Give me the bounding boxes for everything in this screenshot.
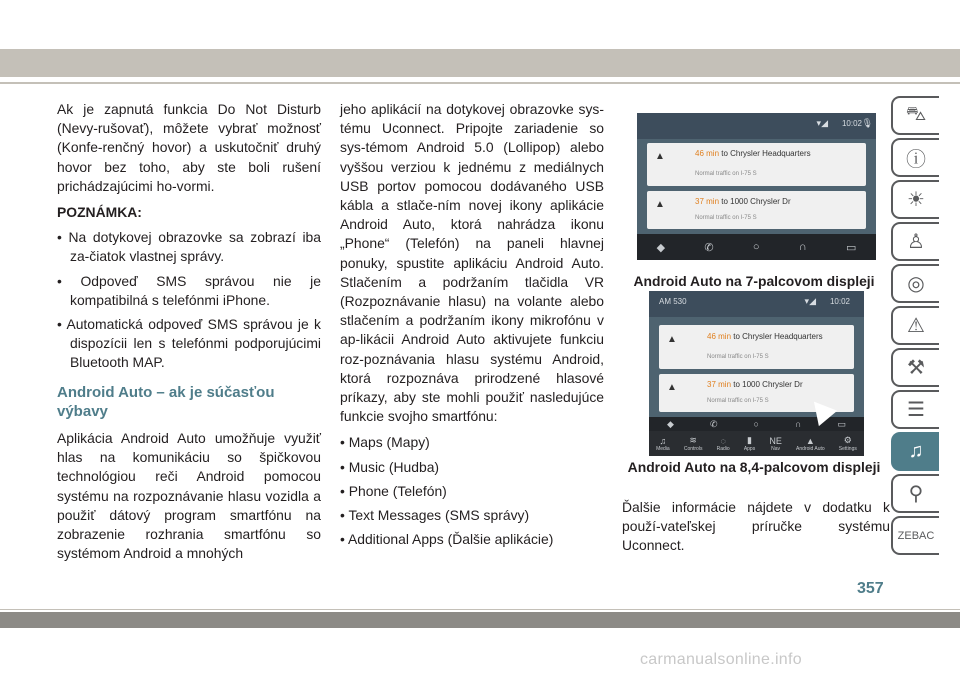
column-middle (340, 100, 604, 554)
headphones-icon: ∩ (798, 241, 807, 253)
signal-icon: ▾◢ (804, 296, 816, 306)
navigation-arrow-icon: ▲ (655, 199, 665, 210)
column-left (57, 100, 321, 570)
menu-apps: ▮ Apps (743, 435, 756, 452)
safety-icon[interactable]: ♙ (891, 222, 939, 261)
page-number: 357 (857, 580, 884, 597)
steering-wheel-icon[interactable]: ◎ (891, 264, 939, 303)
feature-item: • Additional Apps (Ďalšie aplikácie) (340, 531, 554, 548)
header-band (0, 49, 960, 77)
route-card (659, 325, 854, 369)
route-card (647, 143, 866, 186)
car-service-icon[interactable]: ⚒ (891, 348, 939, 387)
phone-icon: ✆ (709, 418, 718, 429)
settings-icon: ⚙ (843, 435, 852, 445)
menu-nav: NE Nav (769, 435, 782, 452)
radio-station: AM 530 (659, 297, 687, 306)
screen-background (649, 317, 864, 417)
figure-caption: Android Auto na 7-palcovom displeji (633, 273, 875, 289)
android-auto-8inch-screenshot (649, 291, 864, 456)
traffic-note: Normal traffic on I-75 S (695, 171, 757, 177)
menu-radio: ◌ Radio (716, 435, 730, 452)
note-title: POZNÁMKA: (57, 204, 142, 221)
chapter-tabs (891, 96, 941, 558)
note-bullet: • Odpoveď SMS správou nie je kompatibilná s telefónmi iPhone. (57, 272, 321, 308)
feature-item: • Maps (Mapy) (340, 434, 430, 451)
home-icon: ○ (752, 241, 760, 253)
microphone-icon: 🎙 (861, 118, 873, 128)
route-eta: 46 min to Chrysler Headquarters (695, 149, 811, 158)
screen-background (637, 139, 876, 234)
route-eta: 37 min to 1000 Chrysler Dr (707, 380, 803, 389)
route-card (647, 191, 866, 229)
section-heading: Android Auto – ak je súčasťou výbavy (57, 383, 275, 420)
menu-media: ♫ Media (656, 435, 670, 452)
android-nav-bar (637, 234, 876, 260)
multimedia-icon[interactable]: ♫ (891, 432, 939, 471)
figure-caption: Android Auto na 8,4-palcovom displeji (627, 459, 881, 475)
uconnect-menu-bar (649, 431, 864, 456)
android-auto-continued-paragraph: jeho aplikácií na dotykovej obrazovke sys-tému Uconnect. Pripojte zariadenie so sys-témom Android 5.0 (Lollipop) alebo vyššou verziou k jednému z mediálnych USB portov pomocou dodávaného USB kábla a stlače-ním novej ikony aplikácie Android Auto, ktorá nahrádza ikonu „Phone“ (Telefón) na paneli hlavnej ponuky, spustite aplikáciu Android Auto. Stlačením a podržaním tlačidla VR (Rozpoznávanie hlasu) na volante alebo stlačením a podržaním ikony mikrofónu v ap-likácii Android Auto aktivujete funkciu roz-poznávania hlasu systému Android, ktorá rozpoznáva prirodzené hlasové príkazy, aby ste mohli použiť nasledujúce funkcie svojho smartfónu: (340, 101, 604, 425)
feature-item: • Phone (Telefón) (340, 482, 447, 499)
note-bullet: • Automatická odpoveď SMS správou je k dispozícii len s telefónmi podporujúcimi Bluetooth MAP. (57, 316, 321, 371)
apps-icon: ▮ (747, 435, 752, 445)
clock: 10:02 (841, 119, 862, 128)
headphones-icon: ∩ (794, 419, 802, 429)
android-auto-7inch-screenshot (637, 113, 876, 260)
android-auto-icon: ▲ (805, 435, 815, 446)
feature-item: • Music (Hudba) (340, 458, 440, 475)
controls-icon: ≋ (689, 435, 697, 445)
note-bullet: • Na dotykovej obrazovke sa zobrazí iba za-čiatok vlastnej správy. (57, 229, 321, 265)
navigation-arrow-icon: ▲ (667, 382, 677, 393)
status-bar (649, 291, 864, 317)
specifications-icon[interactable]: ☰ (891, 390, 939, 429)
watermark: carmanualsonline.info (640, 651, 802, 668)
phone-icon: ✆ (704, 241, 714, 254)
car-dashboard-icon[interactable]: ⛍ (891, 96, 939, 135)
menu-settings: ⚙ Settings (838, 435, 857, 452)
feature-item: • Text Messages (SMS správy) (340, 507, 530, 524)
car-info-icon[interactable]: ⓘ (891, 138, 939, 177)
traffic-note: Normal traffic on I-75 S (707, 398, 769, 404)
navigation-icon: ◆ (667, 418, 674, 429)
radio-icon: ◌ (720, 435, 726, 446)
home-icon: ○ (753, 419, 759, 429)
warning-icon[interactable]: ⚠ (891, 306, 939, 345)
column-right (622, 498, 890, 563)
alphabet-index-icon[interactable]: ZEBAC (891, 516, 939, 555)
footer-rule (0, 609, 960, 610)
status-bar (637, 113, 876, 139)
traffic-note: Normal traffic on I-75 S (695, 215, 757, 221)
android-nav-bar (649, 417, 864, 431)
signal-icon: ▾◢ (816, 118, 828, 128)
search-icon[interactable]: ⚲ (891, 474, 939, 513)
menu-android-auto: ▲ Android Auto (796, 435, 825, 452)
navigation-icon: ◆ (656, 241, 666, 254)
exit-icon: ▭ (845, 241, 857, 254)
footer-band (0, 612, 960, 628)
clock: 10:02 (829, 297, 850, 306)
traffic-note: Normal traffic on I-75 S (707, 354, 769, 360)
navigation-arrow-icon: ▲ (655, 151, 665, 162)
music-note-icon: ♫ (659, 435, 667, 446)
header-rule (0, 82, 960, 84)
exit-icon: ▭ (837, 418, 846, 429)
navigation-arrow-icon: ▲ (667, 334, 677, 345)
closing-paragraph: Ďalšie informácie nájdete v dodatku k použí-vateľskej príručke systému Uconnect. (622, 499, 890, 554)
dnd-paragraph: Ak je zapnutá funkcia Do Not Disturb (Nevy-rušovať), môžete vybrať možnosť (Konfe-renčný hovor) a uskutočniť druhý hovor bez toho, aby ste boli rušení prichádzajúcimi ho-vormi. (57, 101, 321, 194)
menu-controls: ≋ Controls (683, 435, 703, 452)
android-auto-paragraph: Aplikácia Android Auto umožňuje využiť hlas na komunikáciu so špičkovou technológiou reči Android pomocou systému na rozpoznávanie hlasu vozidla a použiť dátový program smartfónu na zobrazenie rozhrania smartfónu so systémom Android a mnohých (57, 430, 321, 562)
route-eta: 37 min to 1000 Chrysler Dr (695, 197, 791, 206)
weather-message-icon[interactable]: ☀ (891, 180, 939, 219)
nav-icon: NE (769, 435, 782, 446)
route-eta: 46 min to Chrysler Headquarters (707, 332, 823, 341)
